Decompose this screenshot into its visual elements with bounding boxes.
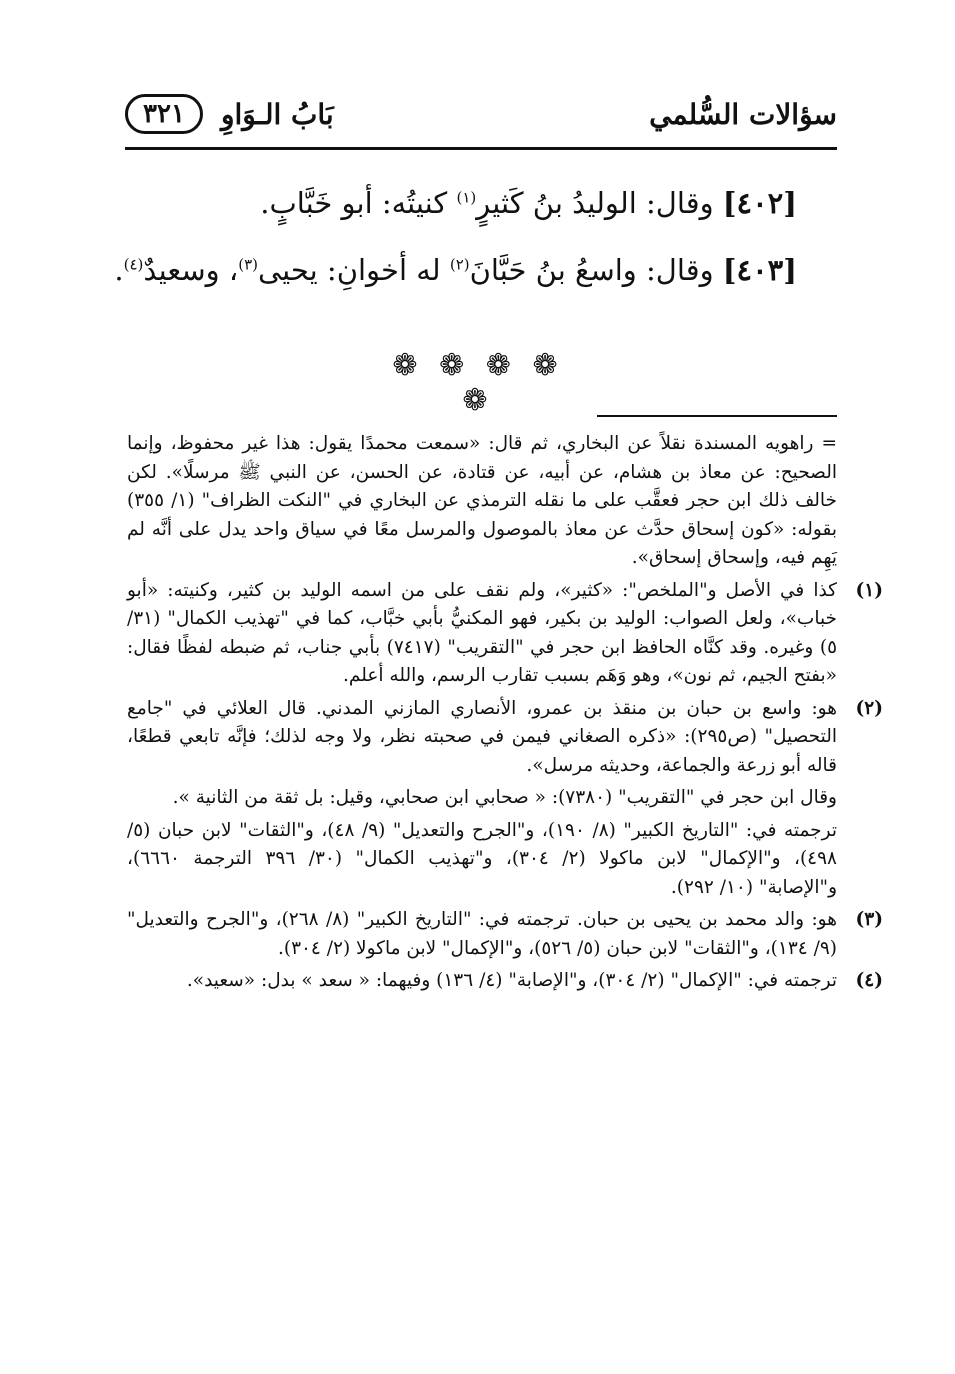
footnote-ref[interactable]: (١) [456,188,477,207]
entry-402 [260,186,797,220]
footnote-text: = راهويه المسندة نقلاً عن البخاري، ثم قال: «سمعت محمدًا يقول: هذا غير محفوظ، وإنما الصحيح: عن معاذ بن هشام، عن أبيه، عن قتادة، عن الحسن، عن النبي ﷺ مرسلًا». لكن خالف ذلك ابن حجر فعقَّب على ما نقله الترمذي عن البخاري في "النكت الظراف" (١/ ٣٥٥) بقوله: «كون إسحاق حدَّث عن معاذ بالموصول والمرسل معًا في سياق واحد يدل على أنَّه لم يَهِم فيه، وإسحاق إسحاق». [127,433,837,568]
entry-text: ، وسعيدٌ [143,253,239,287]
footnote-2 [127,695,883,903]
header-rule [125,147,837,150]
footnote-text: ترجمته في: "التاريخ الكبير" (٨/ ١٩٠)، و"الجرح والتعديل" (٩/ ٤٨)، و"الثقات" لابن حبان (٥/ ٤٩٨)، و"الإكمال" لابن ماكولا (٢/ ٣٠٤)، و"تهذيب الكمال" (٣٠/ ٣٩٦ الترجمة ٦٦٦٠)، و"الإصابة" (١٠/ ٢٩٢). [127,819,837,898]
page-number: ٣٢١ [125,94,203,134]
footnote-text: وقال ابن حجر في "التقريب" (٧٣٨٠): « صحابي ابن صحابي، وقيل: بل ثقة من الثانية ». [172,787,837,808]
footnote-continuation [127,430,837,573]
running-header [125,92,837,150]
footnote-ref[interactable]: (٣) [238,255,258,274]
entry-403 [114,253,797,287]
book-title: سؤالات السُّلمي [649,98,837,131]
footnote-label: (١) [855,579,883,601]
footnote-text: كذا في الأصل و"الملخص": «كثير»، ولم نقف على من اسمه الوليد بن كثير، وكنيته: «أبو خباب»، ولعل الصواب: الوليد بن بكير، فهو المكنيُّ بأبي خبَّاب، كما في "تهذيب الكمال" (٣١/ ٥) وغيره. وقد كنَّاه الحافظ ابن حجر في "التقريب" (٧٤١٧) بأبي جناب، ثم ضبطه لفظًا فقال: «بفتح الجيم، ثم نون»، وهو وَهَم بسبب تقارب الرسم، والله أعلم. [127,579,837,686]
footnotes [127,430,883,1000]
entry-text: كنيتُه: أبو خَبَّابٍ. [260,186,457,220]
footnote-text: هو: واسع بن حبان بن منقذ بن عمرو، الأنصاري المازني المدني. قال العلائي في "جامع التحصيل" (ص٢٩٥): «ذكره الصغاني فيمن في صحبته نظر، ولا وجه لذلك؛ فإنَّه تابعي قطعًا، قاله أبو زرعة والجماعة، وحديثه مرسل». [127,697,837,776]
section-ornament: ❁ ❁ ❁ ❁ ❁ [392,348,564,418]
footnote-label: (٣) [855,909,883,930]
entry-number: [٤٠٣] [722,253,797,287]
footnote-1 [127,577,883,691]
footnote-ref[interactable]: (٢) [449,255,470,274]
entry-text: . [114,253,124,287]
footnote-text: هو: والد محمد بن يحيى بن حبان. ترجمته في: "التاريخ الكبير" (٨/ ٢٦٨)، و"الجرح والتعديل" (٩/ ١٣٤)، و"الثقات" لابن حبان (٥/ ٥٢٦)، و"الإكمال" لابن ماكولا (٢/ ٣٠٤). [127,909,837,959]
footnote-4 [127,967,883,996]
chapter-title: بَابُ الـوَاوِ [221,98,334,131]
entry-number: [٤٠٢] [722,186,797,220]
entry-text: له أخوانِ: يحيى [258,253,450,287]
footnote-text: ترجمته في: "الإكمال" (٢/ ٣٠٤)، و"الإصابة" (٤/ ١٣٦) وفيهما: « سعد » بدل: «سعيد». [186,970,837,991]
entry-text: وقال: واسعُ بنُ حَبَّانَ [469,253,723,287]
entry-text: وقال: الوليدُ بنُ كَثيرٍ [476,186,723,220]
footnote-label: (٤) [855,970,883,991]
footnote-label: (٢) [855,697,883,719]
footnote-3 [127,906,883,963]
footnote-separator [597,415,837,417]
footnote-ref[interactable]: (٤) [123,255,144,274]
